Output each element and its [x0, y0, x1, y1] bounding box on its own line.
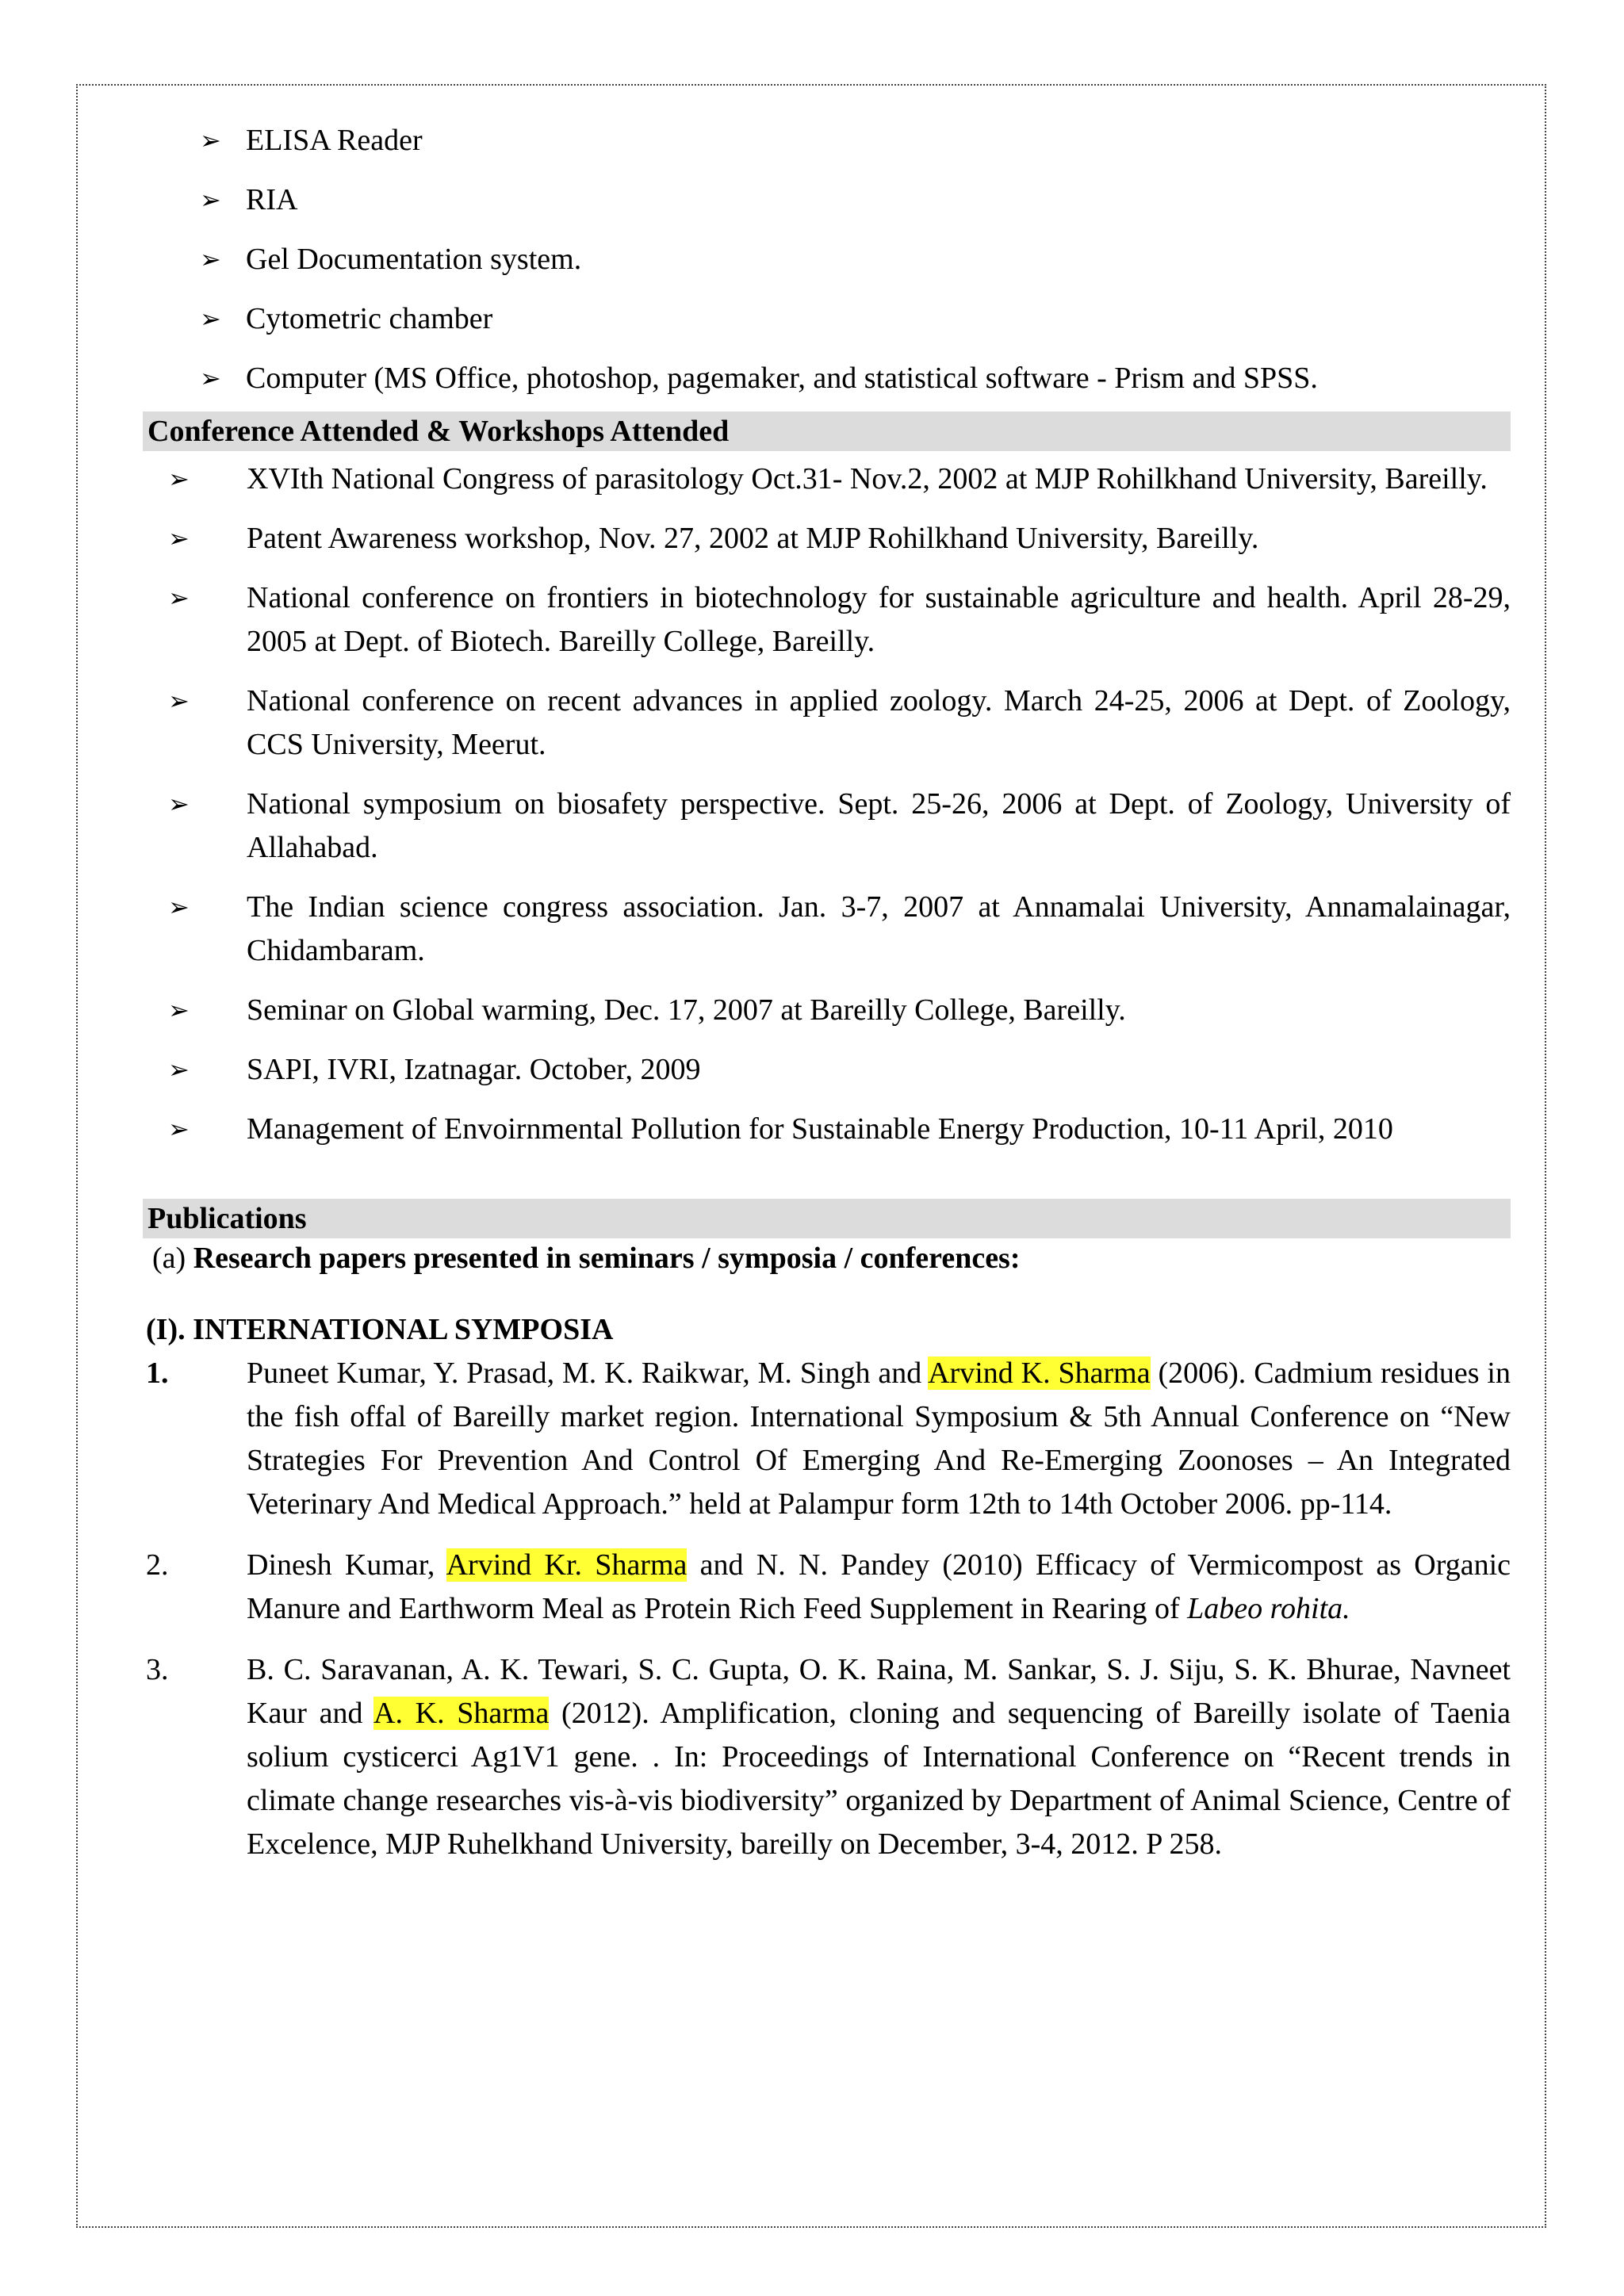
arrow-bullet-icon: ➢	[168, 583, 190, 613]
list-item: ➢ National conference on frontiers in biotechnology for sustainable agriculture and health. April 28-29, 2005 at Dept. of Biotech. Bareilly College, Bareilly.	[143, 576, 1511, 664]
list-item: 2. Dinesh Kumar, Arvind Kr. Sharma and N. N. Pandey (2010) Efficacy of Vermicompost as Organic Manure and Earthworm Meal as Protein Rich Feed Supplement in Rearing of Labeo rohita.	[143, 1544, 1511, 1631]
arrow-bullet-icon: ➢	[168, 1114, 190, 1144]
arrow-bullet-icon: ➢	[168, 892, 190, 922]
highlighted-author: Arvind Kr. Sharma	[446, 1548, 688, 1582]
arrow-bullet-icon: ➢	[168, 995, 190, 1025]
conference-list	[143, 457, 1511, 1151]
list-item: ➢ The Indian science congress association. Jan. 3-7, 2007 at Annamalai University, Annamalainagar, Chidambaram.	[143, 886, 1511, 973]
list-item: ➢ XVIth National Congress of parasitology Oct.31- Nov.2, 2002 at MJP Rohilkhand University, Bareilly.	[143, 457, 1511, 501]
section-heading-conferences: Conference Attended & Workshops Attended	[143, 411, 1511, 451]
item-number: 1.	[146, 1357, 169, 1390]
list-item: 1. Puneet Kumar, Y. Prasad, M. K. Raikwar, M. Singh and Arvind K. Sharma (2006). Cadmium residues in the fish offal of Bareilly market region. International Symposium & 5th Annual Conference on “New Strategies For Prevention And Control Of Emerging And Re-Emerging Zoonoses – An Integrated Veterinary And Medical Approach.” held at Palampur form 12th to 14th October 2006. pp-114.	[143, 1352, 1511, 1526]
list-item: ➢ Patent Awareness workshop, Nov. 27, 2002 at MJP Rohilkhand University, Bareilly.	[143, 517, 1511, 561]
list-item: ➢ Cytometric chamber	[200, 289, 1511, 349]
arrow-bullet-icon: ➢	[200, 125, 221, 155]
international-symposia-heading: (I). INTERNATIONAL SYMPOSIA	[146, 1313, 614, 1346]
arrow-bullet-icon: ➢	[200, 244, 221, 274]
arrow-bullet-icon: ➢	[168, 523, 190, 553]
arrow-bullet-icon: ➢	[200, 185, 221, 215]
highlighted-author: A. K. Sharma	[373, 1697, 550, 1730]
list-item: ➢ Management of Envoirnmental Pollution for Sustainable Energy Production, 10-11 April, 2010	[143, 1108, 1511, 1151]
item-number: 3.	[146, 1653, 169, 1686]
list-item: ➢ ELISA Reader	[200, 111, 1511, 170]
list-item: ➢ SAPI, IVRI, Izatnagar. October, 2009	[143, 1048, 1511, 1092]
section-heading-publications: Publications	[143, 1199, 1511, 1238]
list-item: ➢ National conference on recent advances in applied zoology. March 24-25, 2006 at Dept. of Zoology, CCS University, Meerut.	[143, 679, 1511, 767]
list-item: 3. B. C. Saravanan, A. K. Tewari, S. C. Gupta, O. K. Raina, M. Sankar, S. J. Siju, S. K. Bhurae, Navneet Kaur and A. K. Sharma (2012). Amplification, cloning and sequencing of Bareilly isolate of Taenia solium cysticerci Ag1V1 gene. . In: Proceedings of International Conference on “Recent trends in climate change researches vis-à-vis biodiversity” organized by Department of Animal Science, Centre of Excelence, MJP Ruhelkhand University, bareilly on December, 3-4, 2012. P 258.	[143, 1648, 1511, 1866]
arrow-bullet-icon: ➢	[168, 686, 190, 716]
arrow-bullet-icon: ➢	[168, 464, 190, 494]
arrow-bullet-icon: ➢	[168, 789, 190, 819]
list-item: ➢ RIA	[200, 170, 1511, 230]
arrow-bullet-icon: ➢	[200, 363, 221, 393]
list-item: ➢ Seminar on Global warming, Dec. 17, 2007 at Bareilly College, Bareilly.	[143, 989, 1511, 1032]
list-item: ➢ Gel Documentation system.	[200, 230, 1511, 289]
equipment-list	[143, 111, 1511, 408]
paper-list	[143, 1352, 1511, 1866]
arrow-bullet-icon: ➢	[168, 1054, 190, 1085]
item-number: 2.	[146, 1548, 169, 1582]
highlighted-author: Arvind K. Sharma	[928, 1357, 1151, 1390]
list-item: ➢ Computer (MS Office, photoshop, pagemaker, and statistical software - Prism and SPSS.	[200, 349, 1511, 408]
arrow-bullet-icon: ➢	[200, 304, 221, 334]
list-item: ➢ National symposium on biosafety perspective. Sept. 25-26, 2006 at Dept. of Zoology, University of Allahabad.	[143, 783, 1511, 870]
document-body	[143, 111, 1511, 1884]
publications-subheading: (a) Research papers presented in seminars / symposia / conferences:	[152, 1242, 1021, 1275]
